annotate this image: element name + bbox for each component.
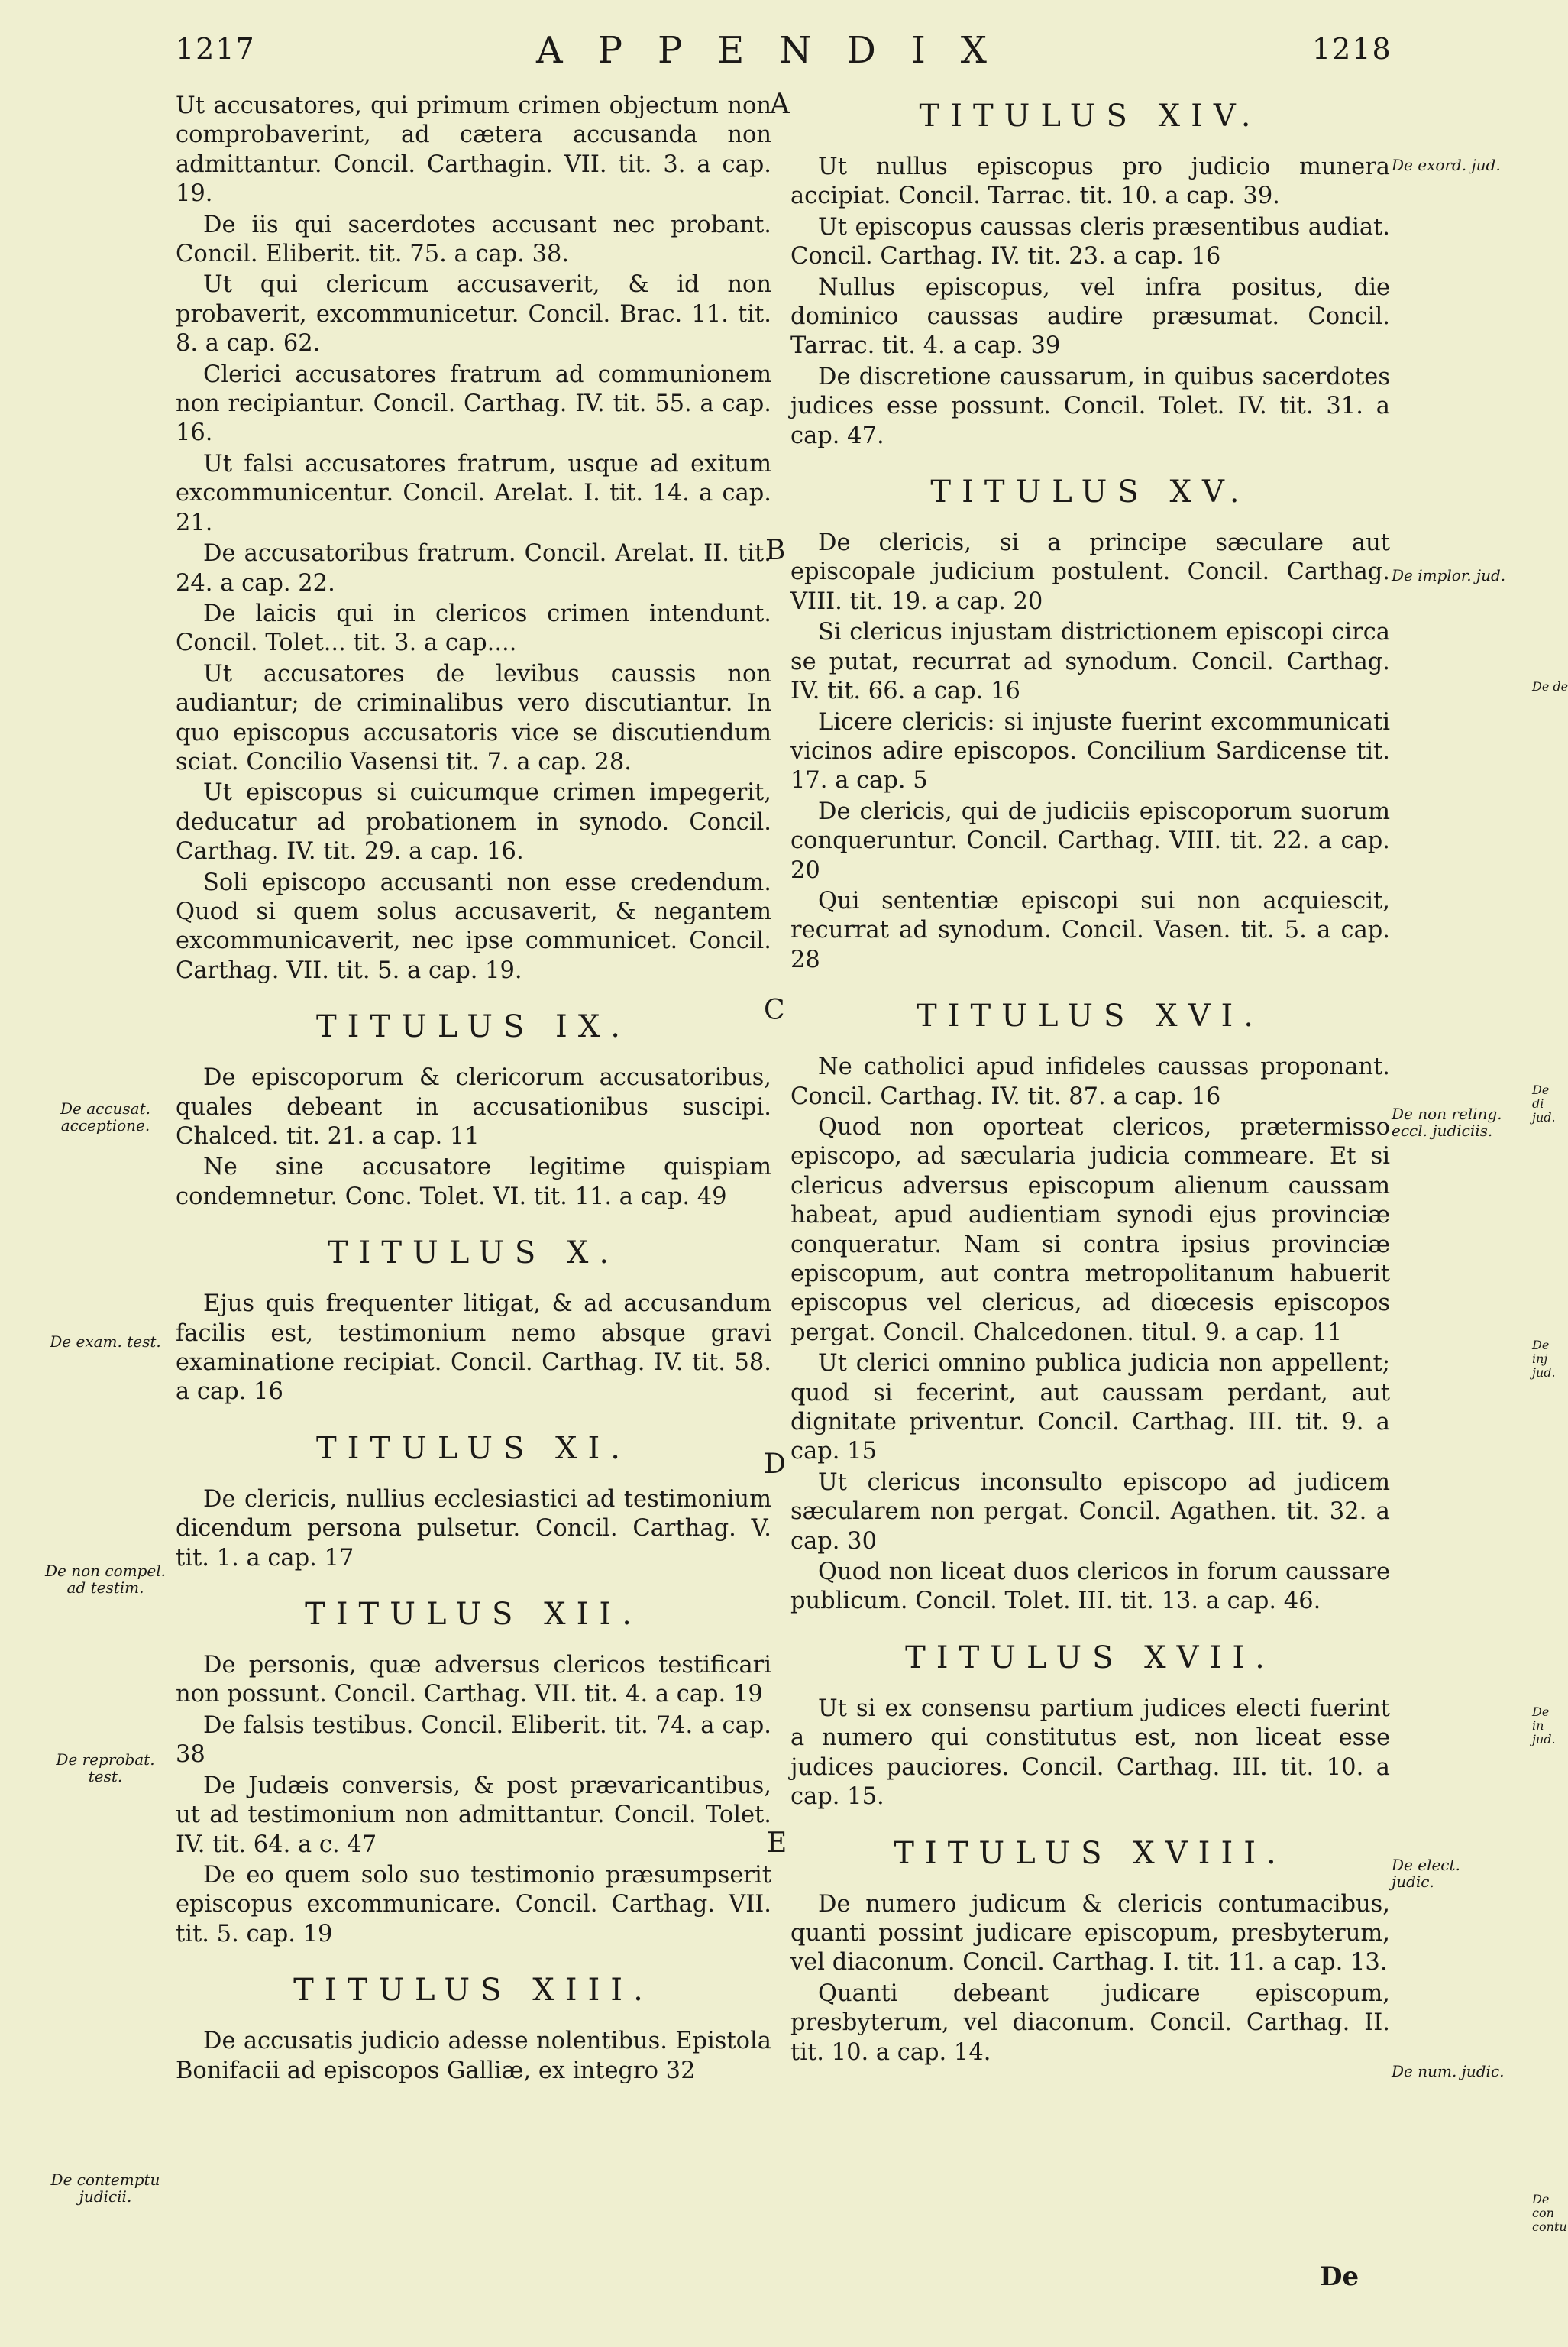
- margin-note-right: De implor. jud.: [1392, 566, 1506, 584]
- entry-paragraph: Licere clericis: si injuste fuerint excommunicati vicinos adire episcopos. Concilium Sardicense tit. 17. a cap. 5: [790, 708, 1390, 795]
- entry-paragraph: De Judæis conversis, & post prævaricantibus, ut ad testimonium non admittantur. Concil. Tolet. IV. tit. 64. a c. 47: [176, 1772, 771, 1858]
- entry-paragraph: De iis qui sacerdotes accusant nec probant. Concil. Eliberit. tit. 75. a cap. 38.: [176, 211, 771, 268]
- section-heading: TITULUS XIV.: [919, 99, 1262, 134]
- entry-paragraph: De falsis testibus. Concil. Eliberit. tit. 74. a cap. 38: [176, 1711, 771, 1769]
- section-letter: B: [765, 535, 786, 566]
- entry-paragraph: Clerici accusatores fratrum ad communionem non recipiantur. Concil. Carthag. IV. tit. 55. a cap. 16.: [176, 361, 771, 447]
- entry-paragraph: Ut episcopus si cuicumque crimen impegerit, deducatur ad probationem in synodo. Concil. Carthag. IV. tit. 29. a cap. 16.: [176, 779, 771, 866]
- margin-note-left: De contemptu judicii.: [50, 2171, 160, 2206]
- entry-paragraph: De clericis, nullius ecclesiastici ad testimonium dicendum persona pulsetur. Concil. Carthag. V. tit. 1. a cap. 17: [176, 1485, 771, 1572]
- section-heading: TITULUS IX.: [315, 1009, 632, 1045]
- entry-paragraph: Quod non oporteat clericos, prætermisso episcopo, ad sæcularia judicia commeare. Et si clericus adversus episcopum alienum caussam habeat, apud audientiam synodi ejus provinciæ conqueratur. Nam si contra ipsius provinciæ episcopum, aut contra metropolitanum habuerit episcopus vel clericus, ad diœcesis episcopos pergat. Concil. Chalcedonen. titul. 9. a cap. 11: [790, 1113, 1390, 1346]
- margin-note-right: De non reling. eccl. judiciis.: [1392, 1105, 1502, 1140]
- margin-note-right: De elect. judic.: [1392, 1856, 1460, 1891]
- entry-paragraph: Ut accusatores, qui primum crimen objectum non comprobaverint, ad cætera accusanda non admittantur. Concil. Carthagin. VII. tit. 3. a cap. 19.: [176, 92, 771, 208]
- catchword: De: [1320, 2261, 1359, 2292]
- margin-note-left: De non compel. ad testim.: [45, 1562, 166, 1597]
- margin-note-right: De num. judic.: [1392, 2062, 1505, 2080]
- entry-paragraph: Soli episcopo accusanti non esse credendum. Quod si quem solus accusaverit, & negantem excommunicaverit, nec ipse communicet. Concil. Carthag. VII. tit. 5. a cap. 19.: [176, 869, 771, 984]
- entry-paragraph: Ut falsi accusatores fratrum, usque ad exitum excommunicentur. Concil. Arelat. I. tit. 14. a cap. 21.: [176, 450, 771, 536]
- edge-note: De di jud.: [1532, 1083, 1556, 1125]
- edge-note: De de: [1532, 679, 1568, 694]
- section-letter: D: [764, 1449, 786, 1480]
- left-column: [176, 92, 771, 2087]
- edge-note: De inj jud.: [1532, 1338, 1556, 1380]
- margin-note-left: De exam. test.: [50, 1332, 161, 1351]
- entry-paragraph: De laicis qui in clericos crimen intendunt. Concil. Tolet... tit. 3. a cap....: [176, 600, 771, 657]
- entry-paragraph: Ejus quis frequenter litigat, & ad accusandum facilis est, testimonium nemo absque gravi examinatione recipiat. Concil. Carthag. IV. tit. 58. a cap. 16: [176, 1290, 771, 1406]
- entry-paragraph: Ne sine accusatore legitime quispiam condemnetur. Conc. Tolet. VI. tit. 11. a cap. 49: [176, 1154, 771, 1210]
- edge-note: De con contu: [1532, 2192, 1567, 2234]
- section-heading: TITULUS XVI.: [917, 999, 1264, 1034]
- entry-paragraph: De eo quem solo suo testimonio præsumpserit episcopus excommunicare. Concil. Carthag. VII. tit. 5. cap. 19: [176, 1861, 771, 1947]
- entry-paragraph: De numero judicum & clericis contumacibus, quanti possint judicare episcopum, presbyterum, vel diaconum. Concil. Carthag. I. tit. 11. a cap. 13.: [790, 1890, 1390, 1976]
- section-heading: TITULUS XII.: [305, 1597, 642, 1633]
- entry-paragraph: Si clericus injustam districtionem episcopi circa se putat, recurrat ad synodum. Concil. Carthag. IV. tit. 66. a cap. 16: [790, 619, 1390, 705]
- section-heading: TITULUS XVIII.: [894, 1835, 1287, 1871]
- entry-paragraph: De clericis, qui de judiciis episcoporum suorum conqueruntur. Concil. Carthag. VIII. tit. 22. a cap. 20: [790, 798, 1390, 884]
- margin-note-left: De accusat. acceptione.: [60, 1099, 151, 1135]
- entry-paragraph: Ut clerici omnino publica judicia non appellent; quod si fecerint, aut caussam perdant, aut dignitate priventur. Concil. Carthag. III. tit. 9. a cap. 15: [790, 1350, 1390, 1465]
- entry-paragraph: Nullus episcopus, vel infra positus, die dominico caussas audire præsumat. Concil. Tarrac. tit. 4. a cap. 39: [790, 274, 1390, 360]
- section-heading: TITULUS XIII.: [293, 1973, 654, 2009]
- section-letter: E: [767, 1827, 787, 1859]
- page-number-right: 1218: [1312, 32, 1392, 66]
- page-number-left: 1217: [176, 32, 256, 66]
- entry-paragraph: Ut episcopus caussas cleris præsentibus audiat. Concil. Carthag. IV. tit. 23. a cap. 16: [790, 213, 1390, 270]
- section-heading: TITULUS XI.: [315, 1430, 632, 1466]
- section-heading: TITULUS XVII.: [905, 1640, 1275, 1675]
- right-column: [790, 99, 1390, 2069]
- entry-paragraph: Ut nullus episcopus pro judicio munera accipiat. Concil. Tarrac. tit. 10. a cap. 39.: [790, 154, 1390, 210]
- section-letter: A: [770, 89, 790, 120]
- margin-note-right: De exord. jud.: [1392, 156, 1501, 174]
- entry-paragraph: De clericis, si a principe sæculare aut episcopale judicium postulent. Concil. Carthag. VIII. tit. 19. a cap. 20: [790, 529, 1390, 615]
- entry-paragraph: Quanti debeant judicare episcopum, presbyterum, vel diaconum. Concil. Carthag. II. tit. 10. a cap. 14.: [790, 1980, 1390, 2066]
- entry-paragraph: Ut qui clericum accusaverit, & id non probaverit, excommunicetur. Concil. Brac. 11. tit. 8. a cap. 62.: [176, 271, 771, 358]
- section-heading: TITULUS XV.: [930, 474, 1250, 510]
- entry-paragraph: Ne catholici apud infideles caussas proponant. Concil. Carthag. IV. tit. 87. a cap. 16: [790, 1054, 1390, 1110]
- entry-paragraph: De personis, quæ adversus clericos testificari non possunt. Concil. Carthag. VII. tit. 4. a cap. 19: [176, 1652, 771, 1708]
- running-title: APPENDIX: [536, 29, 1022, 72]
- entry-paragraph: Qui sententiæ episcopi sui non acquiescit, recurrat ad synodum. Concil. Vasen. tit. 5. a cap. 28: [790, 887, 1390, 973]
- margin-note-left: De reprobat. test.: [56, 1750, 155, 1785]
- edge-note: De in jud.: [1532, 1704, 1556, 1746]
- entry-paragraph: Ut si ex consensu partium judices electi fuerint a numero qui constitutus est, non liceat esse judices pauciores. Concil. Carthag. III. tit. 10. a cap. 15.: [790, 1695, 1390, 1811]
- section-heading: TITULUS X.: [327, 1235, 620, 1271]
- entry-paragraph: Ut clericus inconsulto episcopo ad judicem sæcularem non pergat. Concil. Agathen. tit. 32. a cap. 30: [790, 1468, 1390, 1555]
- entry-paragraph: Quod non liceat duos clericos in forum caussare publicum. Concil. Tolet. III. tit. 13. a cap. 46.: [790, 1559, 1390, 1615]
- entry-paragraph: De episcoporum & clericorum accusatoribus, quales debeant in accusationibus suscipi. Chalced. tit. 21. a cap. 11: [176, 1064, 771, 1150]
- entry-paragraph: De accusatis judicio adesse nolentibus. Epistola Bonifacii ad episcopos Galliæ, ex integro 32: [176, 2028, 771, 2084]
- entry-paragraph: De accusatoribus fratrum. Concil. Arelat. II. tit. 24. a cap. 22.: [176, 540, 771, 597]
- entry-paragraph: De discretione caussarum, in quibus sacerdotes judices esse possunt. Concil. Tolet. IV. tit. 31. a cap. 47.: [790, 363, 1390, 449]
- entry-paragraph: Ut accusatores de levibus caussis non audiantur; de criminalibus vero discutiantur. In quo episcopus accusatoris vice se discutiendum sciat. Concilio Vasensi tit. 7. a cap. 28.: [176, 660, 771, 775]
- section-letter: C: [764, 995, 785, 1026]
